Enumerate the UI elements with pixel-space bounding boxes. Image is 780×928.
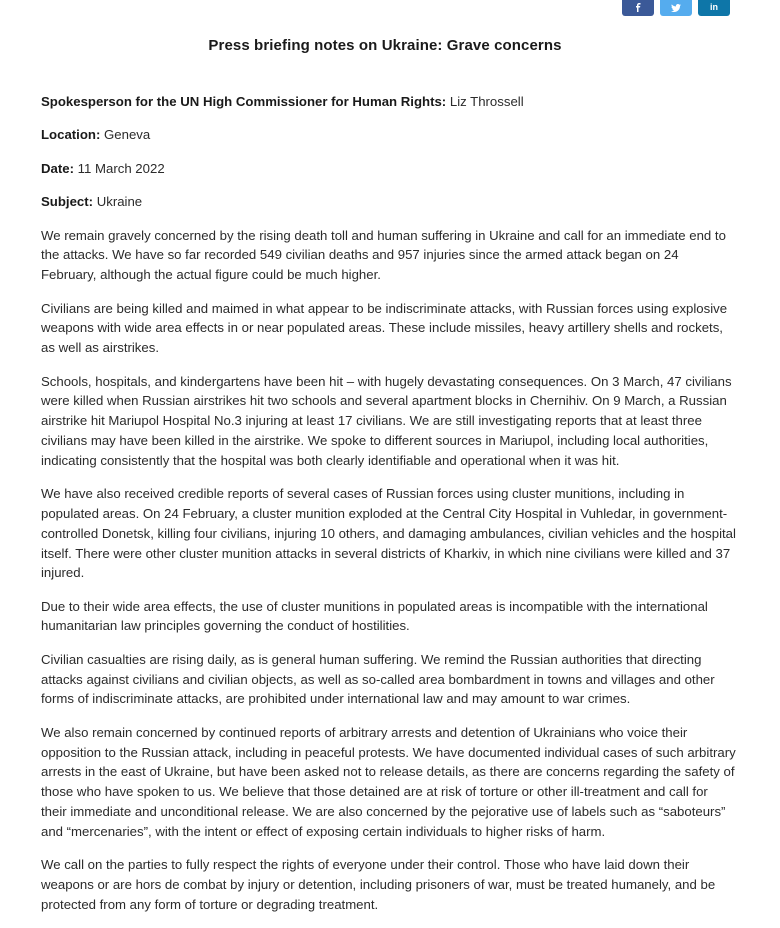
date-label: Date: (41, 160, 74, 176)
location-value: Geneva (104, 127, 151, 143)
linkedin-share-button[interactable] (698, 0, 730, 16)
spokesperson-value: Liz Throssell (449, 94, 524, 109)
spokesperson-label: Spokesperson for the UN High Commissioner for Human Rights: (41, 94, 447, 109)
location-line (41, 125, 736, 145)
subject-line (41, 192, 736, 212)
linkedin-icon: in (710, 2, 718, 12)
facebook-share-button[interactable] (622, 0, 654, 16)
twitter-icon (671, 4, 681, 12)
paragraph: We also remain concerned by continued reports of arbitrary arrests and detention of Ukrainians who voice their opposition to the Russian attack, including in peaceful protests. We have documented individual cases of such arbitrary arrests in the east of Ukraine, but have been asked not to release details, as there are concerns regarding the safety of those who have spoken to us. We believe that those detained are at risk of torture or other ill-treatment and call for their immediate and unconditional release. We are also concerned by the pejorative use of labels such as “saboteurs” and “mercenaries”, with the intent or effect of exposing certain individuals to higher risks of harm. (41, 724, 736, 839)
article-body (41, 92, 736, 928)
facebook-icon (635, 3, 641, 12)
twitter-share-button[interactable] (660, 0, 692, 16)
spokesperson-line (41, 92, 736, 112)
paragraph: We have also received credible reports of several cases of Russian forces using cluster munitions, including in populated areas. On 24 February, a cluster munition exploded at the Central City Hospital in Vuhledar, in government-controlled Donetsk, killing four civilians, injuring 10 others, and damaging ambulances, civilian vehicles and the hospital itself. There were other cluster munition attacks in several districts of Kharkiv, in which nine civilians were killed and 37 injured. (41, 486, 736, 581)
paragraph: Schools, hospitals, and kindergartens have been hit – with hugely devastating consequences. On 3 March, 47 civilians were killed when Russian airstrikes hit two schools and several apartment blocks in Chernihiv. On 9 March, a Russian airstrike hit Mariupol Hospital No.3 injuring at least 17 civilians. We are still investigating reports that at least three civilians may have been killed in the airstrike. We spoke to different sources in Mariupol, including local authorities, indicating consistently that the hospital was both clearly identifiable and operational when it was hit. (41, 373, 732, 468)
paragraph: Civilians are being killed and maimed in what appear to be indiscriminate attacks, with Russian forces using explosive weapons with wide area effects in or near populated areas. These include missiles, heavy artillery shells and rockets, as well as airstrikes. (41, 300, 728, 356)
paragraph: We remain gravely concerned by the rising death toll and human suffering in Ukraine and call for an immediate end to the attacks. We have so far recorded 549 civilian deaths and 957 injuries since the armed attack began on 24 February, although the actual figure could be much higher. (41, 227, 726, 283)
date-value: 11 March 2022 (77, 160, 165, 176)
paragraph: Civilian casualties are rising daily, as is general human suffering. We remind the Russian authorities that directing attacks against civilians and civilian objects, as well as so-called area bombardment in towns and villages and other forms of indiscriminate attacks, are prohibited under international law and may amount to war crimes. (41, 651, 715, 707)
page-title: Press briefing notes on Ukraine: Grave concerns (208, 37, 562, 54)
subject-value: Ukraine (96, 194, 143, 210)
date-line (41, 159, 736, 179)
paragraph: Due to their wide area effects, the use of cluster munitions in populated areas is incompatible with the international humanitarian law principles governing the conduct of hostilities. (41, 598, 708, 634)
location-label: Location: (41, 127, 101, 143)
subject-label: Subject: (41, 194, 94, 210)
paragraph: We call on the parties to fully respect the rights of everyone under their control. Those who have laid down their weapons or are hors de combat by injury or detention, including prisoners of war, must be treated humanely, and be protected from any form of torture or degrading treatment. (41, 857, 716, 912)
share-bar (622, 0, 730, 16)
